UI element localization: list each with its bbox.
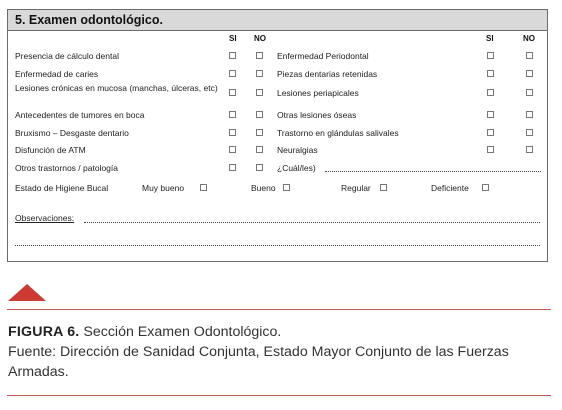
- checkbox-no[interactable]: [256, 129, 263, 136]
- checkbox-si[interactable]: [487, 111, 494, 118]
- checkbox-no[interactable]: [526, 129, 533, 136]
- caption-top-rule: [7, 309, 551, 310]
- right-item-label: Otras lesiones óseas: [277, 110, 357, 120]
- checkbox-muy-bueno[interactable]: [200, 184, 207, 191]
- checkbox-si[interactable]: [229, 146, 236, 153]
- checkbox-no[interactable]: [526, 52, 533, 59]
- figure-caption: [8, 322, 553, 382]
- right-item-label: Neuralgias: [277, 145, 318, 155]
- checkbox-si[interactable]: [487, 52, 494, 59]
- checkbox-no[interactable]: [526, 70, 533, 77]
- observations-label: Observaciones:: [15, 213, 75, 223]
- checkbox-no[interactable]: [256, 111, 263, 118]
- dental-exam-form: [7, 9, 548, 262]
- checkbox-si[interactable]: [487, 89, 494, 96]
- exam-row: [8, 67, 547, 81]
- right-item-label: Enfermedad Periodontal: [277, 51, 369, 61]
- form-title-bar: [8, 10, 547, 31]
- right-item-label: Trastorno en glándulas salivales: [277, 128, 399, 138]
- left-item-label: Presencia de cálculo dental: [15, 51, 119, 61]
- observations-line-2[interactable]: [15, 245, 540, 246]
- checkbox-no[interactable]: [256, 89, 263, 96]
- checkbox-si[interactable]: [229, 70, 236, 77]
- checkbox-no[interactable]: [256, 164, 263, 171]
- red-triangle-marker: [8, 284, 46, 301]
- exam-row: [8, 49, 547, 63]
- figure-title: Sección Examen Odontológico.: [83, 324, 282, 340]
- col-header-no-right: NO: [523, 34, 535, 43]
- observations-line-1[interactable]: [84, 222, 540, 223]
- exam-row: [8, 126, 547, 140]
- figure-source: Fuente: Dirección de Sanidad Conjunta, Estado Mayor Conjunto de las Fuerzas Armadas.: [8, 344, 509, 380]
- checkbox-si[interactable]: [229, 129, 236, 136]
- exam-row: [8, 84, 547, 106]
- which-answer-line[interactable]: [325, 171, 541, 172]
- left-item-label: Otros trastornos / patología: [15, 163, 118, 173]
- col-header-no-left: NO: [254, 34, 266, 43]
- left-item-label: Enfermedad de caries: [15, 69, 99, 79]
- checkbox-no[interactable]: [256, 70, 263, 77]
- right-item-label: ¿Cuál/les): [277, 163, 316, 173]
- hygiene-option-label: Muy bueno: [142, 183, 185, 193]
- form-title: 5. Examen odontológico.: [15, 13, 163, 27]
- checkbox-no[interactable]: [526, 111, 533, 118]
- checkbox-si[interactable]: [229, 164, 236, 171]
- left-item-label: Antecedentes de tumores en boca: [15, 110, 145, 120]
- col-header-si-left: SI: [229, 34, 237, 43]
- hygiene-option-label: Regular: [341, 183, 371, 193]
- exam-row: [8, 161, 547, 175]
- figure-label: FIGURA 6.: [8, 324, 80, 340]
- checkbox-no[interactable]: [526, 89, 533, 96]
- exam-row: [8, 143, 547, 157]
- checkbox-no[interactable]: [526, 146, 533, 153]
- caption-bottom-rule: [7, 395, 551, 396]
- checkbox-si[interactable]: [487, 70, 494, 77]
- left-item-label: Lesiones crónicas en mucosa (manchas, úlceras, etc): [15, 83, 218, 93]
- checkbox-no[interactable]: [256, 52, 263, 59]
- hygiene-label: Estado de Higiene Bucal: [15, 183, 109, 193]
- checkbox-bueno[interactable]: [283, 184, 290, 191]
- left-item-label: Bruxismo – Desgaste dentario: [15, 128, 129, 138]
- checkbox-si[interactable]: [229, 52, 236, 59]
- checkbox-deficiente[interactable]: [482, 184, 489, 191]
- right-item-label: Piezas dentarias retenidas: [277, 69, 378, 79]
- left-item-label: Disfunción de ATM: [15, 145, 86, 155]
- checkbox-regular[interactable]: [380, 184, 387, 191]
- col-header-si-right: SI: [486, 34, 494, 43]
- checkbox-no[interactable]: [256, 146, 263, 153]
- checkbox-si[interactable]: [487, 146, 494, 153]
- exam-row: [8, 108, 547, 122]
- hygiene-option-label: Deficiente: [431, 183, 469, 193]
- hygiene-option-label: Bueno: [251, 183, 276, 193]
- checkbox-si[interactable]: [229, 89, 236, 96]
- checkbox-si[interactable]: [487, 129, 494, 136]
- checkbox-si[interactable]: [229, 111, 236, 118]
- hygiene-row: [8, 182, 547, 196]
- right-item-label: Lesiones periapicales: [277, 88, 359, 98]
